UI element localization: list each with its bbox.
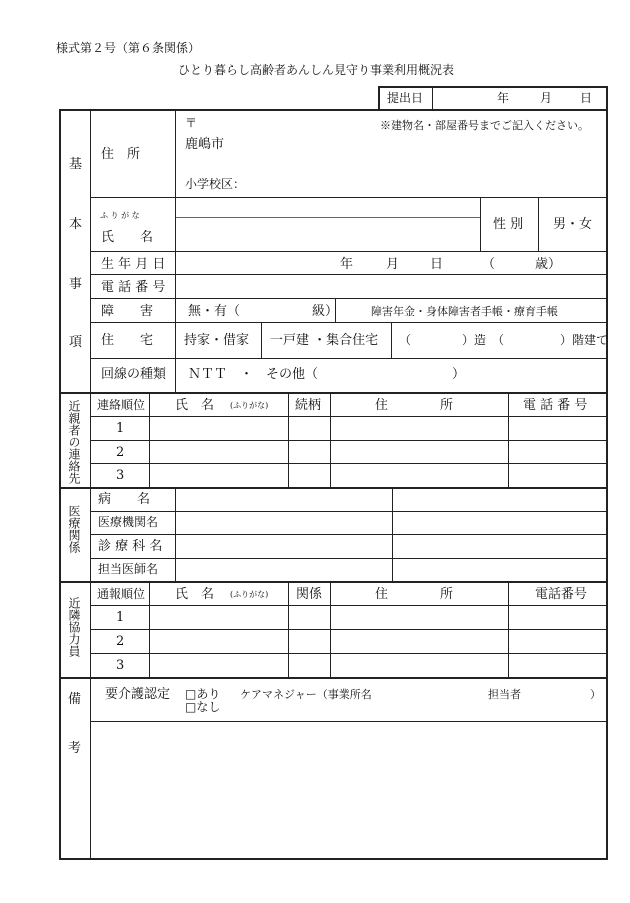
address-input[interactable] (176, 110, 479, 196)
relatives-header-furigana: (ふりがな) (230, 401, 269, 410)
housing-label: 住 宅 (101, 333, 154, 348)
address-note: ※建物名・部屋番号までご記入ください。 (380, 119, 589, 132)
gender-label: 性 別 (493, 217, 524, 232)
neighbors-row-2: 2 (116, 634, 125, 649)
submission-year: 年 (497, 91, 510, 105)
medical-department-label: 診 療 科 名 (98, 539, 163, 554)
housing-structure: ）造 （ (462, 333, 505, 347)
care-level-label: 要介護認定 (105, 687, 171, 702)
section-remarks-char1: 備 (68, 692, 82, 707)
person-in-charge-label: 担当者 (488, 688, 521, 701)
section-basic-char3: 事 (69, 277, 83, 292)
care-manager-label: ケアマネジャー（事業所名 (240, 688, 372, 701)
section-basic-char2: 本 (69, 217, 83, 232)
care-option-no[interactable]: □なし (185, 700, 221, 714)
form-title: ひとり暮らし高齢者あんしん見守り事業利用概況表 (178, 63, 455, 77)
line-type-label: 回線の種類 (101, 367, 167, 382)
gender-options[interactable]: 男・女 (553, 217, 593, 232)
city-name: 鹿嶋市 (185, 137, 225, 152)
remarks-input[interactable] (91, 722, 606, 857)
housing-open: （ (399, 333, 412, 347)
section-medical: 医療関係 (67, 505, 81, 553)
neighbors-header-phone: 電話番号 (535, 587, 588, 602)
section-neighbors: 近隣協力員 (67, 597, 81, 657)
name-label: 氏 名 (101, 230, 154, 245)
housing-owner[interactable]: 持家・借家 (184, 333, 250, 348)
relatives-row-3: 3 (116, 468, 125, 483)
care-option-yes[interactable]: □あり (185, 687, 221, 701)
address-label: 住 所 (101, 147, 141, 162)
phone-label: 電 話 番 号 (101, 280, 166, 295)
postal-mark: 〒 (185, 116, 198, 130)
disability-grade: 級） (312, 304, 339, 319)
care-close-paren: ） (590, 688, 601, 701)
neighbors-header-order: 通報順位 (97, 587, 146, 601)
submission-date-label: 提出日 (387, 91, 424, 105)
relatives-row-1: 1 (116, 421, 125, 436)
name-input[interactable] (176, 218, 479, 251)
housing-floors: ）階建て (560, 333, 609, 347)
section-basic-char4: 項 (69, 335, 83, 350)
neighbors-row-1: 1 (116, 610, 125, 625)
relatives-header-name: 氏 名 (175, 398, 215, 413)
dob-label: 生 年 月 日 (101, 257, 166, 272)
disability-label: 障 害 (101, 304, 154, 319)
neighbors-header-address: 住 所 (375, 587, 454, 602)
relatives-header-order: 連絡順位 (97, 398, 146, 412)
disability-value[interactable]: 無・有（ (188, 304, 241, 319)
furigana-label: ふ り が な (100, 211, 140, 220)
medical-institution-label: 医療機関名 (98, 515, 159, 529)
disability-types[interactable]: 障害年金・身体障害者手帳・療育手帳 (371, 305, 558, 318)
medical-doctor-label: 担当医師名 (98, 562, 159, 576)
submission-month: 月 (540, 91, 553, 105)
dob-age-open: （ (482, 257, 496, 272)
submission-day: 日 (580, 91, 593, 105)
relatives-header-address: 住 所 (375, 398, 454, 413)
line-type-options[interactable]: ＮＴＴ ・ その他（ (188, 367, 319, 382)
phone-input[interactable] (176, 275, 606, 297)
neighbors-header-furigana: (ふりがな) (230, 590, 269, 599)
neighbors-row-3: 3 (116, 658, 125, 673)
dob-year: 年 (340, 257, 354, 272)
medical-disease-label: 病 名 (98, 492, 151, 507)
dob-month: 月 (386, 257, 400, 272)
relatives-header-relation: 続柄 (295, 398, 322, 413)
section-remarks-char2: 考 (68, 741, 82, 756)
section-basic-char1: 基 (69, 157, 83, 172)
relatives-row-2: 2 (116, 445, 125, 460)
school-district-label: 小学校区： (185, 177, 246, 191)
line-type-close: ） (452, 367, 466, 382)
housing-type[interactable]: 一戸建 ・集合住宅 (270, 333, 379, 348)
form-number: 様式第２号（第６条関係） (56, 41, 201, 55)
section-relatives: 近親者の連絡先 (67, 400, 81, 484)
relatives-header-phone: 電 話 番 号 (523, 398, 588, 413)
neighbors-header-relation: 関係 (296, 587, 323, 602)
dob-age-close: 歳） (535, 257, 562, 272)
dob-day: 日 (430, 257, 444, 272)
neighbors-header-name: 氏 名 (175, 587, 215, 602)
